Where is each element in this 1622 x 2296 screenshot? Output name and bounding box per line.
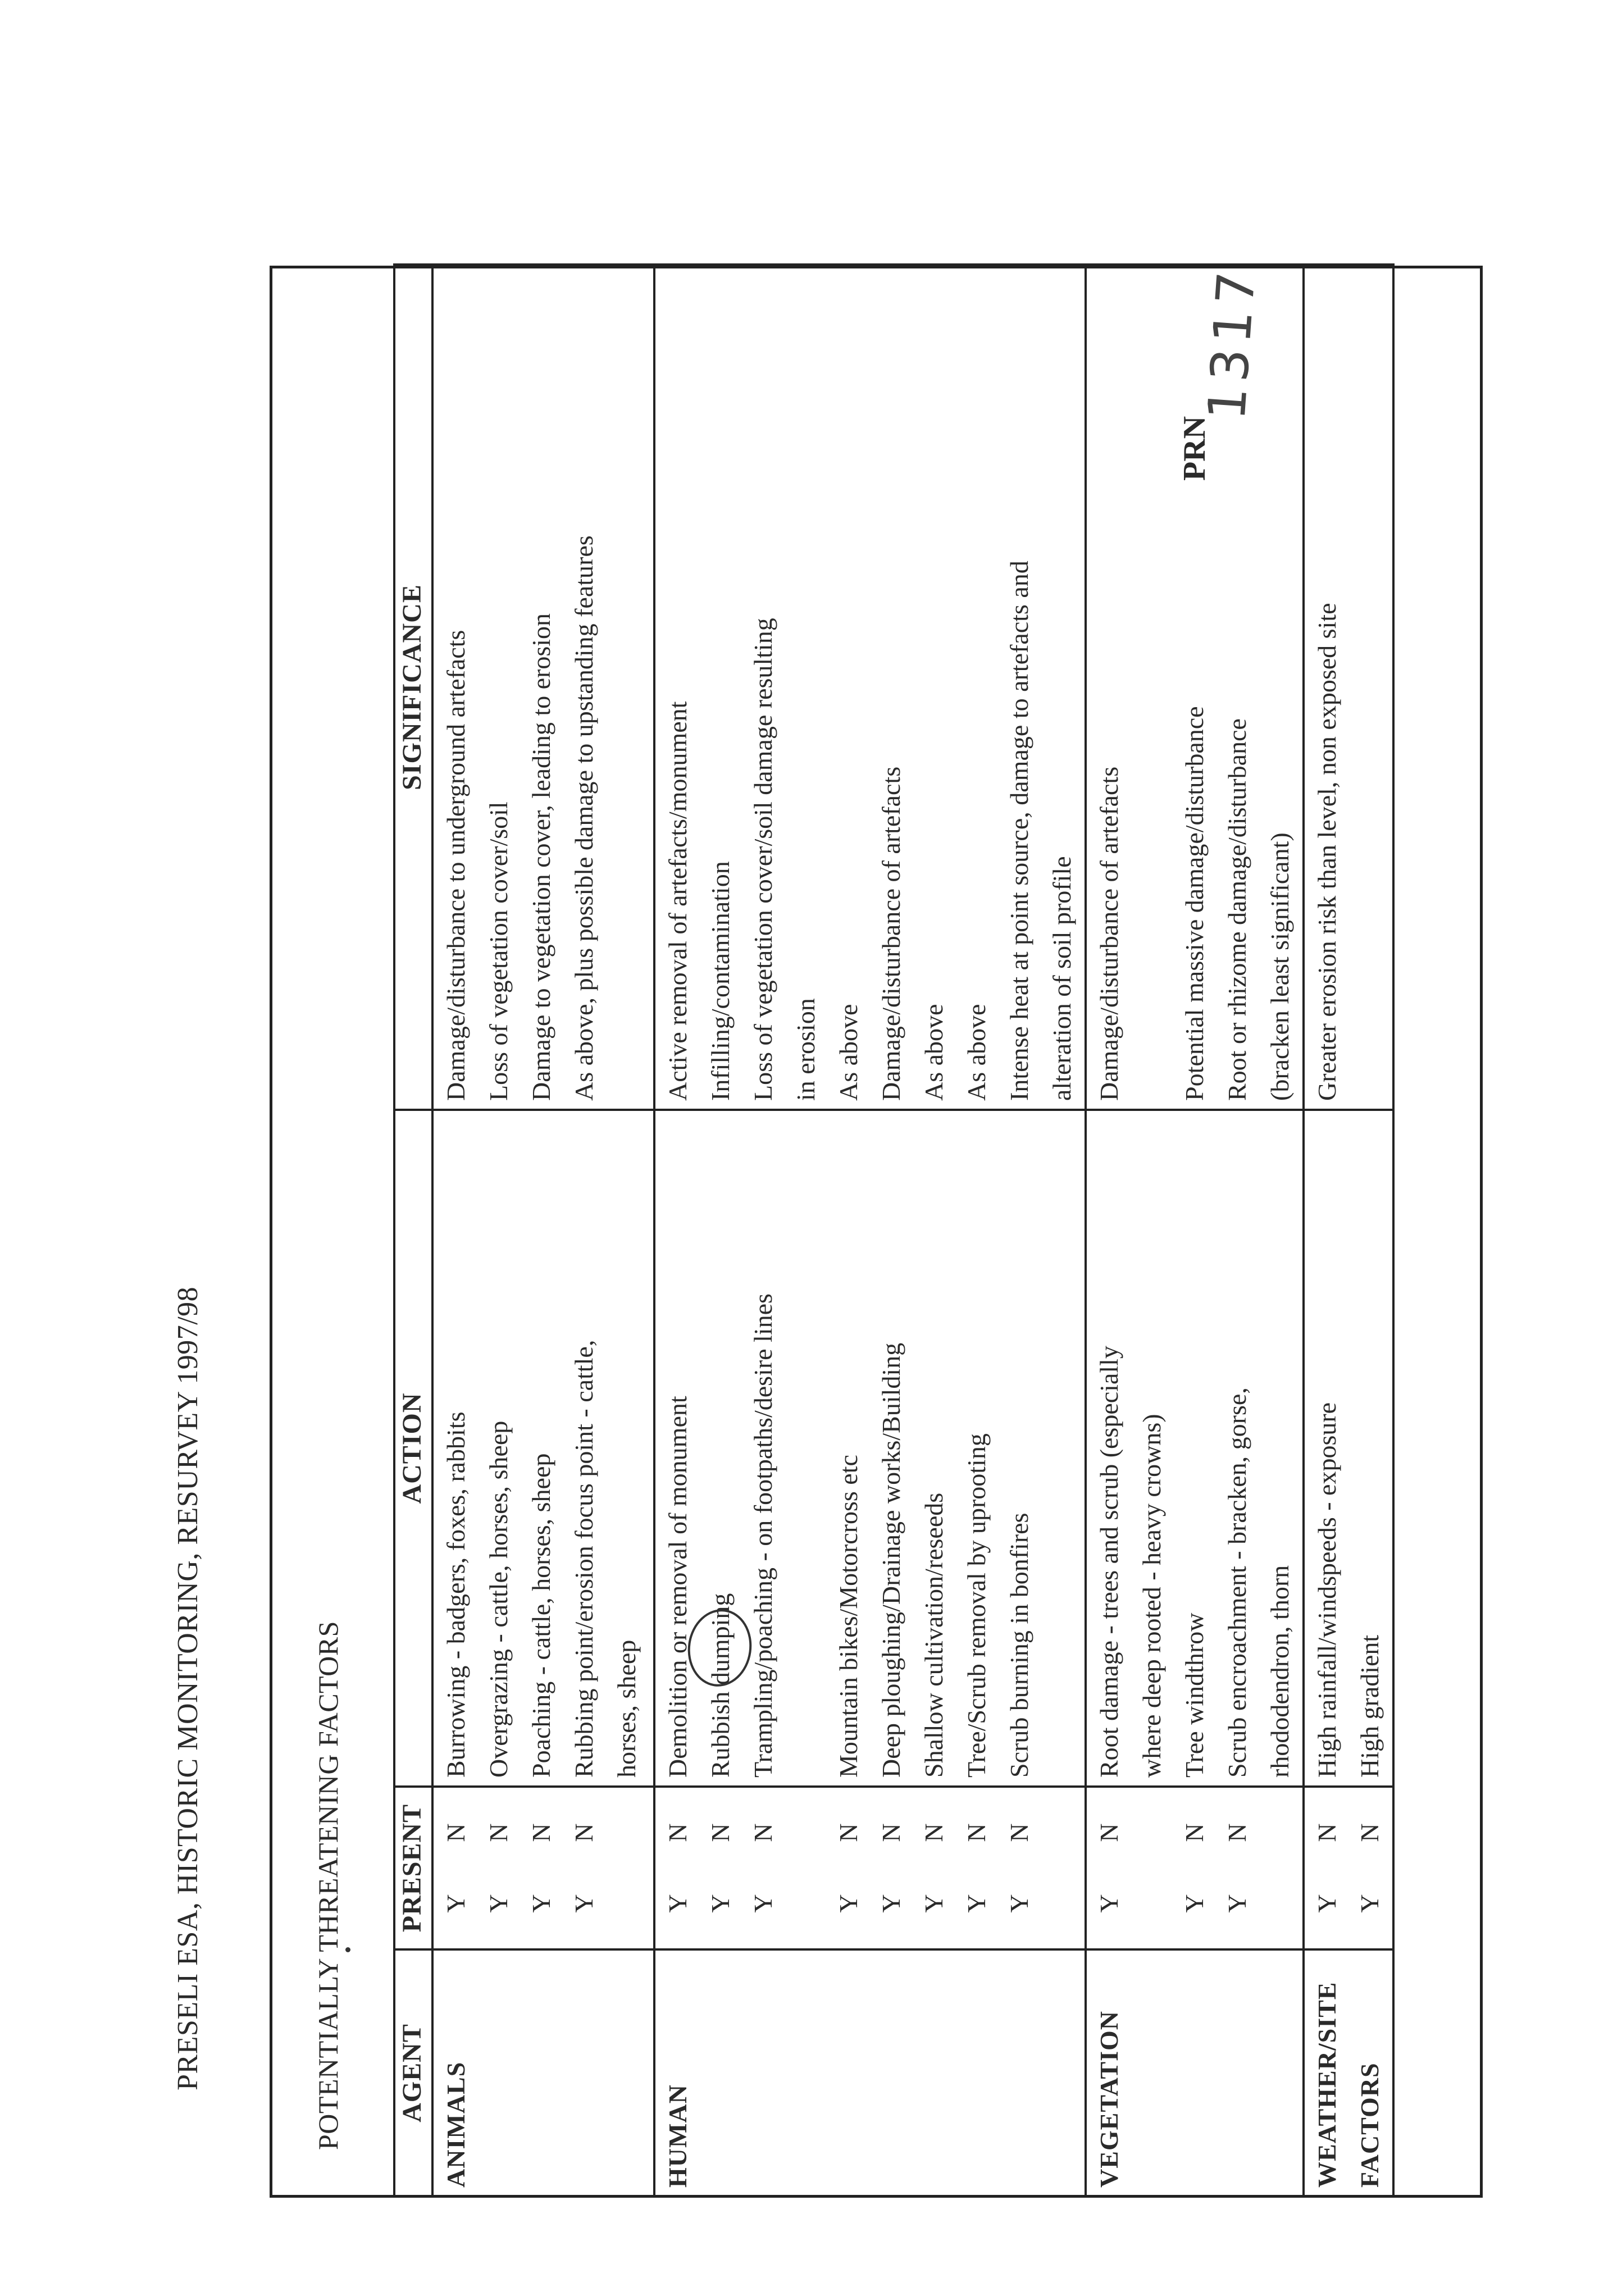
present-no: N xyxy=(706,1823,735,1842)
significance-text: As above xyxy=(919,1004,948,1101)
action-cell xyxy=(1304,1110,1393,1787)
present-yes: Y xyxy=(1095,1894,1123,1913)
action-text: Overgrazing - cattle, horses, sheep xyxy=(484,1420,513,1778)
present-yes: Y xyxy=(1180,1894,1209,1913)
significance-text: Potential massive damage/disturbance xyxy=(1180,706,1209,1101)
agent-label: ANIMALS xyxy=(441,2061,470,2188)
action-text: Deep ploughing/Drainage works/Building xyxy=(877,1342,905,1778)
agent-group xyxy=(1304,265,1393,2197)
present-cell xyxy=(654,1787,1086,1949)
prn-label: PRN xyxy=(1177,416,1212,481)
present-no: N xyxy=(834,1823,863,1842)
agent-group xyxy=(432,265,654,2197)
agent-cell xyxy=(1086,1949,1304,2197)
significance-text: Damage/disturbance of artefacts xyxy=(1095,766,1123,1101)
present-yes: Y xyxy=(569,1894,598,1913)
present-yes: Y xyxy=(1313,1894,1341,1913)
agent-cell xyxy=(432,1949,654,2197)
agent-label: VEGETATION xyxy=(1095,2010,1123,2188)
present-yes: Y xyxy=(527,1894,555,1913)
header-present: PRESENT xyxy=(394,1787,432,1949)
header-significance: SIGNIFICANCE xyxy=(394,265,432,1110)
action-text: horses, sheep xyxy=(612,1639,641,1778)
present-cell xyxy=(1304,1787,1393,1949)
action-text xyxy=(785,1119,827,1778)
present-yes-no xyxy=(605,1796,648,1940)
present-yes: Y xyxy=(962,1894,991,1913)
present-yes xyxy=(1259,1892,1301,1915)
significance-text xyxy=(1348,274,1391,1101)
significance-text: in erosion xyxy=(791,998,820,1101)
agent-label: WEATHER/SITE xyxy=(1313,1981,1341,2188)
significance-cell xyxy=(654,265,1086,1110)
significance-text: Intense heat at point source, damage to artefacts and xyxy=(1005,561,1033,1101)
significance-text: Damage/disturbance to underground artefacts xyxy=(441,630,470,1101)
present-no: N xyxy=(1005,1823,1033,1842)
action-text: Mountain bikes/Motorcross etc xyxy=(834,1455,863,1778)
action-text: Tree windthrow xyxy=(1180,1612,1209,1778)
action-text: rhododendron, thorn xyxy=(1265,1565,1294,1778)
prn-number-handwritten: 1317 xyxy=(1196,264,1268,422)
present-no: N xyxy=(1313,1823,1341,1842)
present-yes-no xyxy=(520,1796,563,1940)
present-yes-no xyxy=(1306,1796,1348,1940)
action-text: Tree/Scrub removal by uprooting xyxy=(962,1433,991,1778)
present-cell xyxy=(1086,1787,1304,1949)
present-yes-no xyxy=(827,1796,870,1940)
significance-cell xyxy=(1304,265,1393,1110)
present-no xyxy=(605,1821,648,1844)
header-action: ACTION xyxy=(394,1110,432,1787)
present-no: N xyxy=(527,1823,555,1842)
present-yes: Y xyxy=(749,1894,777,1913)
present-no: N xyxy=(919,1823,948,1842)
present-no xyxy=(1131,1821,1173,1844)
present-no: N xyxy=(962,1823,991,1842)
present-yes-no xyxy=(955,1796,998,1940)
significance-text: Greater erosion risk than level, non exposed site xyxy=(1313,603,1341,1101)
table-row xyxy=(654,265,1086,2197)
present-yes-no xyxy=(785,1796,827,1940)
action-text: Scrub burning in bonfires xyxy=(1005,1513,1033,1778)
present-yes-no xyxy=(1259,1796,1301,1940)
agent-group xyxy=(654,265,1086,2197)
table-row xyxy=(1086,265,1304,2197)
significance-text: Root or rhizome damage/disturbance xyxy=(1223,718,1251,1101)
significance-text: Loss of vegetation cover/soil xyxy=(484,801,513,1101)
present-yes: Y xyxy=(1355,1894,1384,1913)
action-text: Rubbing point/erosion focus point - cattle, xyxy=(569,1340,598,1778)
present-yes-no xyxy=(563,1796,605,1940)
section-heading: POTENTIALLY THREATENING FACTORS xyxy=(312,1621,344,2150)
action-text: Demolition or removal of monument xyxy=(663,1396,692,1778)
present-no: N xyxy=(1095,1823,1123,1842)
present-yes: Y xyxy=(1005,1894,1033,1913)
present-no: N xyxy=(1223,1823,1251,1842)
present-yes-no xyxy=(870,1796,913,1940)
present-no xyxy=(1041,1821,1083,1844)
agent-cell xyxy=(654,1949,1086,2197)
significance-text xyxy=(605,274,648,1101)
present-yes-no xyxy=(1173,1796,1216,1940)
action-text: Rubbish dumping xyxy=(706,1593,735,1778)
present-no: N xyxy=(569,1823,598,1842)
action-text: Trampling/poaching - on footpaths/desire lines xyxy=(749,1293,777,1778)
action-text: Poaching - cattle, horses, sheep xyxy=(527,1453,555,1778)
action-text: Root damage - trees and scrub (especially xyxy=(1095,1346,1123,1778)
action-text: where deep rooted - heavy crowns) xyxy=(1137,1414,1166,1778)
present-yes: Y xyxy=(919,1894,948,1913)
present-no: N xyxy=(877,1823,905,1842)
present-yes xyxy=(1131,1892,1173,1915)
present-cell xyxy=(432,1787,654,1949)
action-text xyxy=(1041,1119,1083,1778)
significance-cell xyxy=(1086,265,1304,1110)
action-text: High gradient xyxy=(1355,1634,1384,1778)
document-title: PRESELI ESA, HISTORIC MONITORING, RESURVEY 1997/98 xyxy=(172,1286,204,2090)
present-yes-no xyxy=(1088,1796,1131,1940)
significance-text xyxy=(1131,274,1173,1101)
present-no: N xyxy=(1355,1823,1384,1842)
action-text: High rainfall/windspeeds - exposure xyxy=(1313,1402,1341,1778)
present-no: N xyxy=(1180,1823,1209,1842)
present-no xyxy=(785,1821,827,1844)
significance-text: As above, plus possible damage to upstanding features xyxy=(569,535,598,1101)
present-yes-no xyxy=(998,1796,1041,1940)
action-text: Scrub encroachment - bracken, gorse, xyxy=(1223,1387,1251,1778)
present-yes-no xyxy=(477,1796,520,1940)
present-yes: Y xyxy=(834,1894,863,1913)
significance-text: Damage/disturbance of artefacts xyxy=(877,766,905,1101)
header-row xyxy=(394,265,432,2197)
significance-cell xyxy=(432,265,654,1110)
significance-text: Damage to vegetation cover, leading to erosion xyxy=(527,613,555,1101)
significance-text: alteration of soil profile xyxy=(1047,856,1076,1101)
significance-text: As above xyxy=(962,1004,991,1101)
present-yes xyxy=(605,1892,648,1915)
threat-factors-table xyxy=(393,263,1395,2198)
present-yes-no xyxy=(657,1796,699,1940)
present-yes: Y xyxy=(663,1894,692,1913)
significance-text: Infilling/contamination xyxy=(706,861,735,1101)
ink-dot-mark xyxy=(345,1947,350,1952)
table-row xyxy=(432,265,654,2197)
present-yes: Y xyxy=(441,1894,470,1913)
agent-label: FACTORS xyxy=(1355,2062,1384,2188)
present-yes: Y xyxy=(484,1894,513,1913)
action-cell xyxy=(1086,1110,1304,1787)
present-no: N xyxy=(749,1823,777,1842)
present-yes xyxy=(1041,1892,1083,1915)
present-yes-no xyxy=(1041,1796,1083,1940)
present-yes xyxy=(785,1892,827,1915)
action-text: Burrowing - badgers, foxes, rabbits xyxy=(441,1411,470,1778)
present-yes-no xyxy=(913,1796,955,1940)
present-yes-no xyxy=(1131,1796,1173,1940)
present-yes: Y xyxy=(706,1894,735,1913)
present-yes-no xyxy=(742,1796,785,1940)
present-no xyxy=(1259,1821,1301,1844)
present-yes-no xyxy=(699,1796,742,1940)
present-yes-no xyxy=(435,1796,477,1940)
significance-text: Active removal of artefacts/monument xyxy=(663,701,692,1101)
significance-text: As above xyxy=(834,1004,863,1101)
present-yes-no xyxy=(1216,1796,1259,1940)
agent-label: HUMAN xyxy=(663,2084,692,2188)
present-yes-no xyxy=(1348,1796,1391,1940)
present-no: N xyxy=(441,1823,470,1842)
significance-text: Loss of vegetation cover/soil damage resulting xyxy=(749,618,777,1101)
header-agent: AGENT xyxy=(394,1949,432,2197)
agent-cell xyxy=(1304,1949,1393,2197)
significance-text: (bracken least significant) xyxy=(1265,832,1294,1101)
agent-group xyxy=(1086,265,1304,2197)
action-text: Shallow cultivation/reseeds xyxy=(919,1492,948,1778)
present-no: N xyxy=(484,1823,513,1842)
present-no: N xyxy=(663,1823,692,1842)
present-yes: Y xyxy=(1223,1894,1251,1913)
present-yes: Y xyxy=(877,1894,905,1913)
action-cell xyxy=(432,1110,654,1787)
table-row xyxy=(1304,265,1393,2197)
